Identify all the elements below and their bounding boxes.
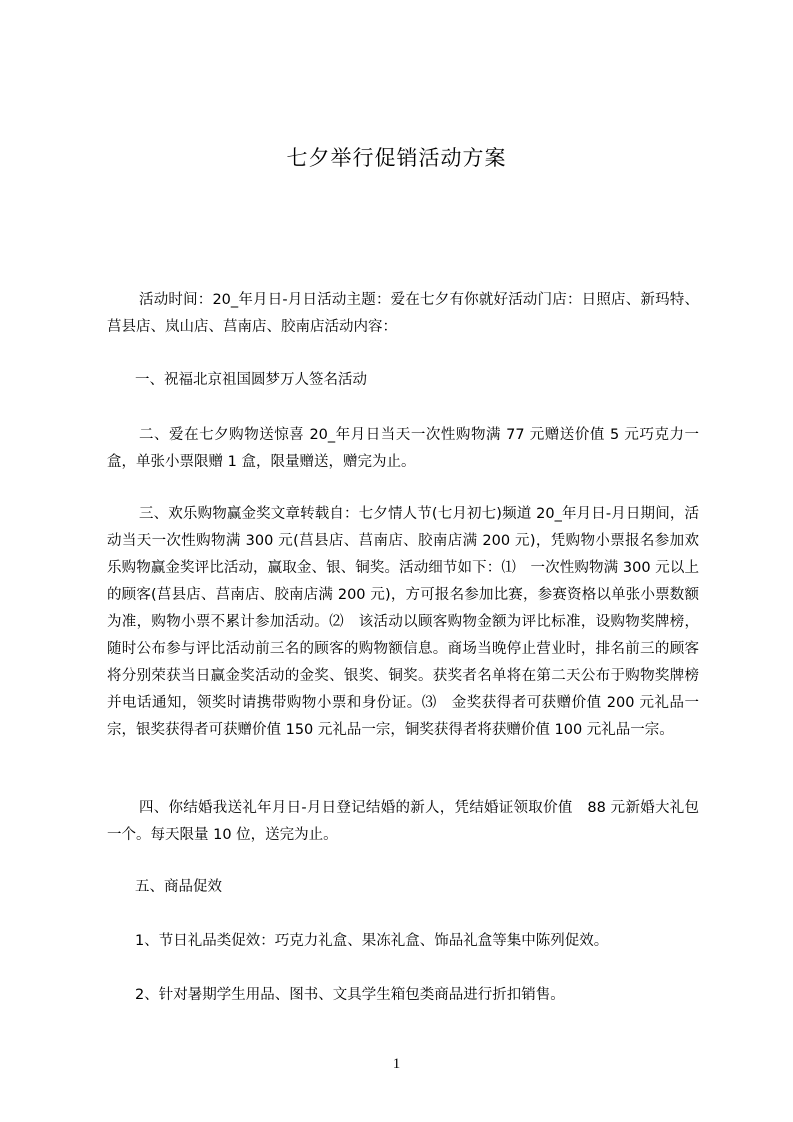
section-heading-5: [107, 874, 699, 901]
paragraph-item-2: [107, 982, 699, 1009]
paragraph-item-1-text: 1、节日礼品类促效：巧克力礼盒、果冻礼盒、饰品礼盒等集中陈列促效。: [135, 933, 609, 949]
paragraph-section-3-text: 三、欢乐购物赢金奖文章转载自：七夕情人节(七月初七)频道 20_年月日-月日期间，活动当天一次性购物满 300 元(莒县店、莒南店、胶南店满 200 元)，凭购物小票报名参加欢乐购物赢金奖评比活动，赢取金、银、铜奖。活动细节如下：⑴ 一次性购物满 300 元以上的顾客(莒县店、莒南店、胶南店满 200 元)，方可报名参加比赛，参赛资格以单张小票数额为准，购物小票不累计参加活动。⑵ 该活动以顾客购物金额为评比标准，设购物奖牌榜，随时公布参与评比活动前三名的顾客的购物额信息。商场当晚停止营业时，排名前三的顾客将分别荣获当日赢金奖活动的金奖、银奖、铜奖。获奖者名单将在第二天公布于购物奖牌榜并电话通知，领奖时请携带购物小票和身份证。⑶ 金奖获得者可获赠价值 200 元礼品一宗，银奖获得者可获赠价值 150 元礼品一宗，铜奖获得者将获赠价值 100 元礼品一宗。: [107, 506, 699, 738]
paragraph-item-2-text: 2、针对暑期学生用品、图书、文具学生箱包类商品进行折扣销售。: [135, 987, 565, 1003]
paragraph-section-3: [107, 501, 699, 744]
paragraph-item-1: [107, 928, 699, 955]
document-title: 七夕举行促销活动方案: [286, 146, 507, 170]
paragraph-section-4: [107, 795, 699, 849]
paragraph-intro-text: 活动时间：20_年月日-月日活动主题：爱在七夕有你就好活动门店：日照店、新玛特、莒县店、岚山店、莒南店、胶南店活动内容：: [107, 292, 699, 335]
section-heading-1: [107, 367, 699, 394]
page-number: 1: [392, 1056, 401, 1072]
paragraph-section-2-text: 二、爱在七夕购物送惊喜 20_年月日当天一次性购物满 77 元赠送价值 5 元巧克力一盒，单张小票限赠 1 盒，限量赠送，赠完为止。: [107, 427, 699, 470]
paragraph-intro: [107, 287, 699, 341]
section-heading-5-text: 五、商品促效: [135, 879, 222, 895]
section-heading-1-text: 一、祝福北京祖国圆梦万人签名活动: [135, 372, 367, 388]
paragraph-section-4-text: 四、你结婚我送礼年月日-月日登记结婚的新人，凭结婚证领取价值 88 元新婚大礼包一个。每天限量 10 位，送完为止。: [107, 800, 699, 843]
paragraph-section-2: [107, 422, 699, 476]
